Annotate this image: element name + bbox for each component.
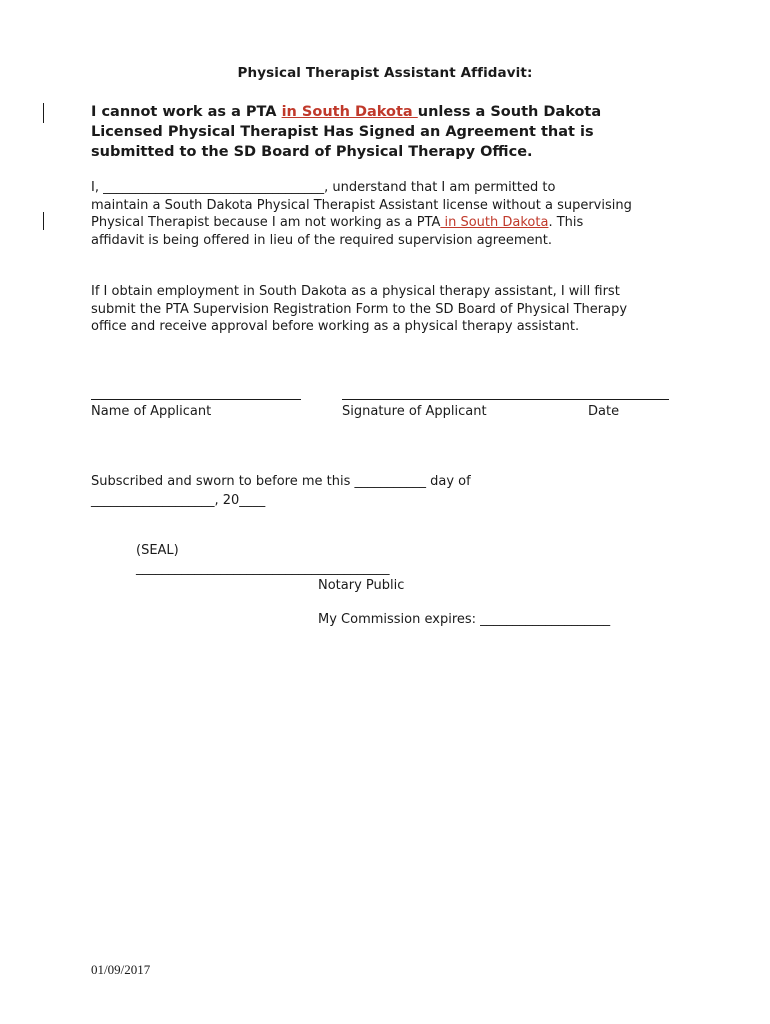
- heading-text: I cannot work as a PTA: [91, 104, 282, 120]
- heading-line-3: submitted to the SD Board of Physical Therapy Office.: [91, 144, 533, 160]
- change-bar: [43, 212, 44, 230]
- notary-public-label: Notary Public: [318, 578, 405, 593]
- heading-line-2: Licensed Physical Therapist Has Signed an Agreement that is: [91, 124, 594, 140]
- paragraph-line: office and receive approval before working as a physical therapy assistant.: [91, 319, 580, 334]
- paragraph-text: . This: [548, 215, 584, 230]
- tracked-insertion: in South Dakota: [281, 104, 418, 120]
- applicant-signature-line: [342, 399, 669, 400]
- revision-date: 01/09/2017: [91, 962, 151, 977]
- paragraph-employment: [91, 283, 691, 336]
- change-bar: [43, 103, 44, 123]
- seal-label: (SEAL): [136, 543, 179, 558]
- paragraph-line: If I obtain employment in South Dakota as a physical therapy assistant, I will first: [91, 284, 620, 299]
- date-label: Date: [588, 404, 620, 419]
- heading-line-1: [91, 102, 691, 122]
- name-of-applicant-label: Name of Applicant: [91, 404, 212, 419]
- document-heading: [91, 102, 691, 162]
- paragraph-line: submit the PTA Supervision Registration Form to the SD Board of Physical Therapy: [91, 301, 628, 317]
- paragraph-line: affidavit is being offered in lieu of the required supervision agreement.: [91, 232, 552, 248]
- sworn-line-1: Subscribed and sworn to before me this ___________ day of: [91, 474, 471, 489]
- sworn-line-2: ___________________, 20____: [91, 493, 266, 508]
- tracked-insertion: in South Dakota: [440, 215, 549, 230]
- paragraph-understanding: [91, 179, 691, 249]
- heading-text: unless a South Dakota: [417, 104, 602, 120]
- signature-of-applicant-label: Signature of Applicant: [342, 404, 487, 419]
- paragraph-line: maintain a South Dakota Physical Therapist Assistant license without a supervising: [91, 197, 632, 213]
- document-title: Physical Therapist Assistant Affidavit:: [237, 65, 533, 81]
- paragraph-line: [91, 214, 691, 232]
- commission-expires-label: My Commission expires: ____________________: [318, 612, 611, 627]
- paragraph-text: Physical Therapist because I am not working as a PTA: [91, 215, 441, 230]
- name-signature-line: [91, 399, 301, 400]
- paragraph-line: I, __________________________________, understand that I am permitted to: [91, 180, 556, 195]
- notary-signature-line: _______________________________________: [136, 561, 390, 576]
